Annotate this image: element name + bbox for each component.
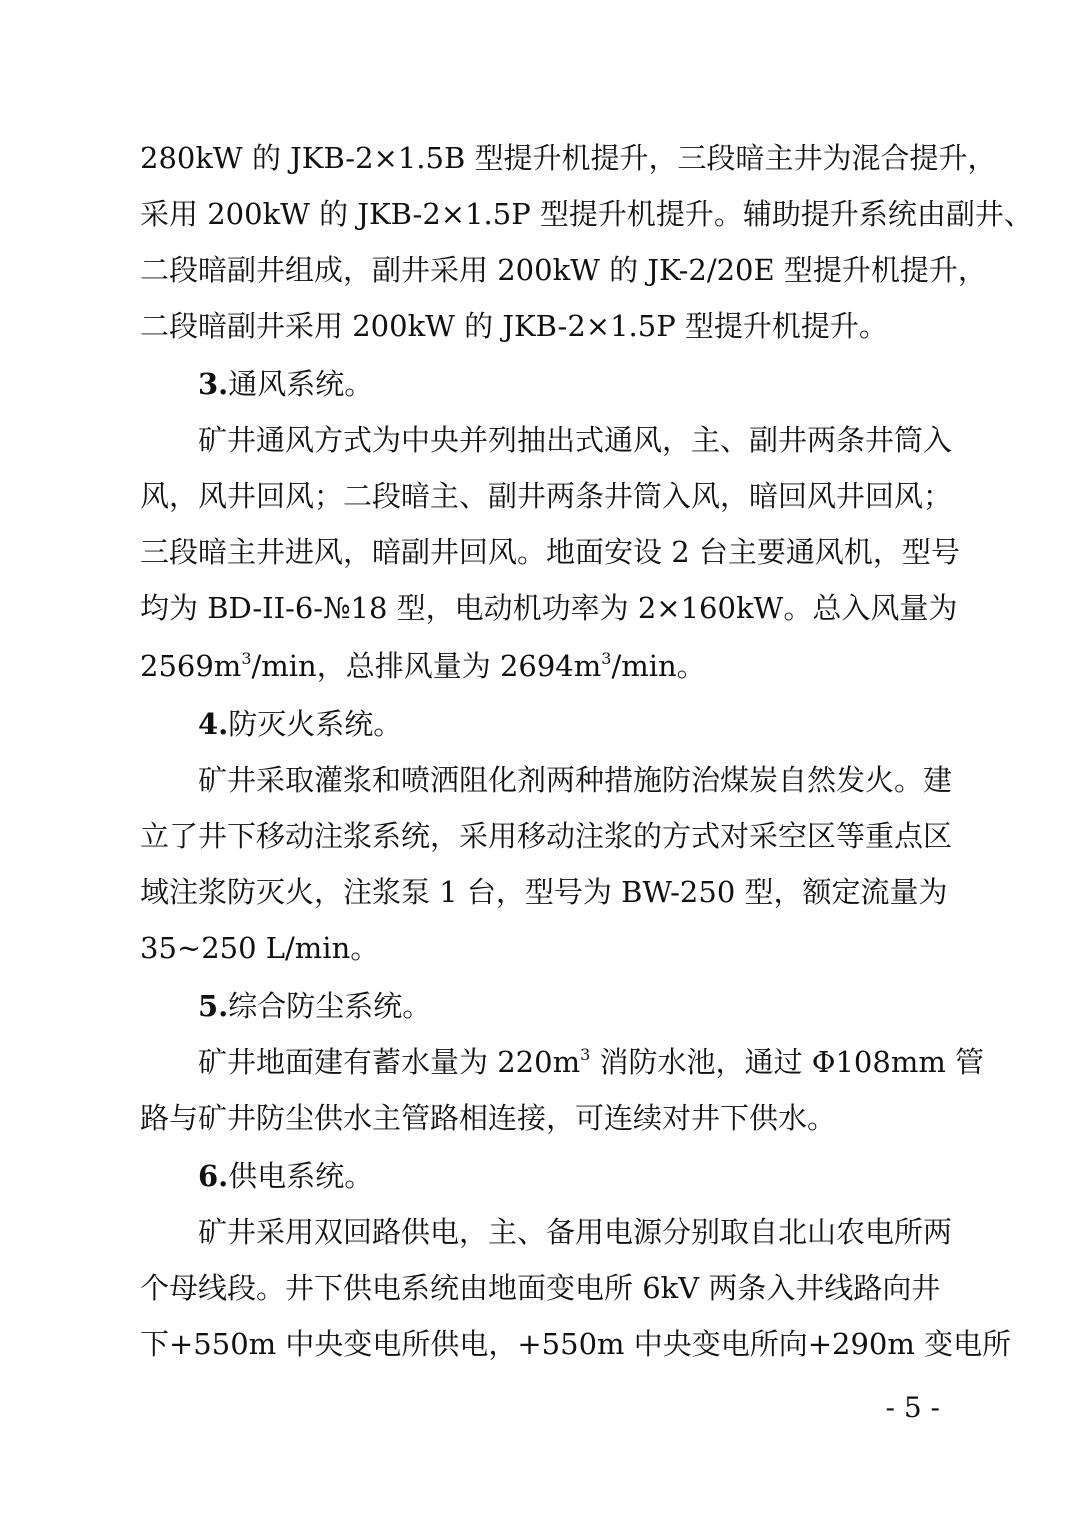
text-fragment: 消防水池，通过 Φ108mm 管 bbox=[590, 1045, 985, 1079]
paragraph-line: 三段暗主井进风，暗副井回风。地面安设 2 台主要通风机，型号 bbox=[140, 535, 960, 569]
paragraph-line: 风，风井回风；二段暗主、副井两条井筒入风，暗回风井回风； bbox=[140, 479, 953, 513]
text-fragment: 2569m bbox=[140, 649, 242, 683]
section-title: 通风系统。 bbox=[228, 367, 374, 401]
paragraph-line bbox=[140, 644, 940, 688]
paragraph-line: 二段暗副井组成，副井采用 200kW 的 JK-2/20E 型提升机提升， bbox=[140, 253, 987, 287]
page-number: - 5 - bbox=[885, 1391, 940, 1424]
text-fragment: /min。 bbox=[611, 649, 706, 683]
superscript: 3 bbox=[241, 649, 252, 668]
paragraph-line: 个母线段。井下供电系统由地面变电所 6kV 两条入井线路向井 bbox=[140, 1271, 941, 1305]
paragraph-line: 矿井采用双回路供电，主、备用电源分别取自北山农电所两 bbox=[198, 1215, 953, 1249]
section-number: 6. bbox=[198, 1159, 229, 1193]
paragraph-line: 280kW 的 JKB-2×1.5B 型提升机提升，三段暗主井为混合提升， bbox=[140, 141, 997, 175]
section-number: 3. bbox=[198, 367, 229, 401]
section-number: 4. bbox=[198, 707, 229, 741]
section-heading-dust-control bbox=[198, 984, 940, 1028]
section-heading-ventilation bbox=[198, 362, 940, 406]
paragraph-line: 矿井采取灌浆和喷洒阻化剂两种措施防治煤炭自然发火。建 bbox=[198, 763, 953, 797]
paragraph-line: 路与矿井防尘供水主管路相连接，可连续对井下供水。 bbox=[140, 1101, 837, 1135]
text-fragment: 矿井地面建有蓄水量为 220m bbox=[198, 1045, 581, 1079]
section-heading-power-supply bbox=[198, 1154, 940, 1198]
superscript: 3 bbox=[601, 649, 612, 668]
paragraph-line: 均为 BD-II-6-№18 型，电动机功率为 2×160kW。总入风量为 bbox=[140, 591, 958, 625]
section-heading-fire-prevention bbox=[198, 702, 940, 746]
paragraph-line: 采用 200kW 的 JKB-2×1.5P 型提升机提升。辅助提升系统由副井、 bbox=[140, 197, 1033, 231]
paragraph-line: 下+550m 中央变电所供电，+550m 中央变电所向+290m 变电所 bbox=[140, 1327, 1012, 1361]
section-title: 防灭火系统。 bbox=[228, 707, 403, 741]
paragraph-line: 立了井下移动注浆系统，采用移动注浆的方式对采空区等重点区 bbox=[140, 819, 953, 853]
paragraph-line: 二段暗副井采用 200kW 的 JKB-2×1.5P 型提升机提升。 bbox=[140, 309, 888, 343]
paragraph-line bbox=[198, 1040, 985, 1084]
section-number: 5. bbox=[198, 989, 229, 1023]
paragraph-line: 域注浆防灭火，注浆泵 1 台，型号为 BW-250 型，额定流量为 bbox=[140, 875, 948, 909]
section-title: 供电系统。 bbox=[228, 1159, 374, 1193]
paragraph-line: 矿井通风方式为中央并列抽出式通风，主、副井两条井筒入 bbox=[198, 423, 953, 457]
paragraph-line: 35~250 L/min。 bbox=[140, 931, 380, 965]
superscript: 3 bbox=[580, 1045, 591, 1064]
section-title: 综合防尘系统。 bbox=[228, 989, 432, 1023]
text-fragment: /min，总排风量为 2694m bbox=[251, 649, 602, 683]
